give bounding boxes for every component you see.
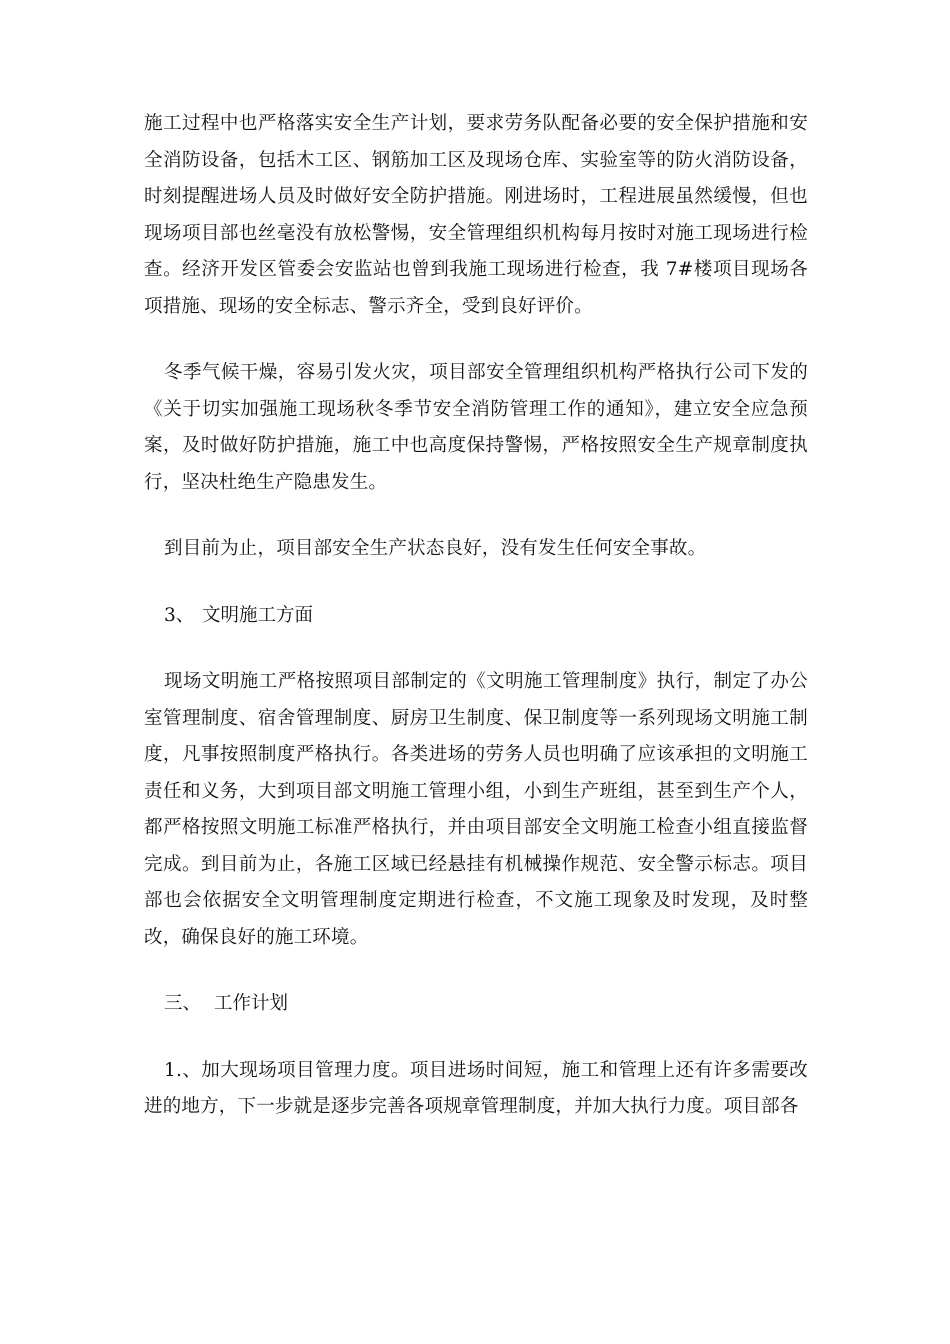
paragraph-plan-item-1: 1.、加大现场项目管理力度。项目进场时间短，施工和管理上还有许多需要改进的地方，下一步就是逐步完善各项规章管理制度，并加大执行力度。项目部各 — [144, 1059, 808, 1117]
document-page — [144, 106, 808, 1126]
section-title: 文明施工方面 — [202, 604, 314, 626]
section-title: 工作计划 — [214, 993, 289, 1014]
paragraph-winter-fire: 冬季气候干燥，容易引发火灾，项目部安全管理组织机构严格执行公司下发的《关于切实加强施工现场秋冬季节安全消防管理工作的通知》，建立安全应急预案，及时做好防护措施，施工中也高度保持警惕，严格按照安全生产规章制度执行，坚决杜绝生产隐患发生。 — [144, 362, 808, 493]
paragraph-civilized-construction: 现场文明施工严格按照项目部制定的《文明施工管理制度》执行，制定了办公室管理制度、宿舍管理制度、厨房卫生制度、保卫制度等一系列现场文明施工制度，凡事按照制度严格执行。各类进场的劳务人员也明确了应该承担的文明施工责任和义务，大到项目部文明施工管理小组，小到生产班组，甚至到生产个人，都严格按照文明施工标准严格执行，并由项目部安全文明施工检查小组直接监督完成。到目前为止，各施工区域已经悬挂有机械操作规范、安全警示标志。项目部也会依据安全文明管理制度定期进行检查，不文施工现象及时发现，及时整改，确保良好的施工环境。 — [144, 671, 808, 948]
section-number: 3、 — [164, 604, 195, 626]
section-heading-work-plan — [144, 986, 808, 1023]
section-number: 三、 — [164, 993, 202, 1014]
paragraph-safety-plan: 施工过程中也严格落实安全生产计划，要求劳务队配备必要的安全保护措施和安全消防设备，包括木工区、钢筋加工区及现场仓库、实验室等的防火消防设备，时刻提醒进场人员及时做好安全防护措施。刚进场时，工程进展虽然缓慢，但也现场项目部也丝毫没有放松警惕，安全管理组织机构每月按时对施工现场进行检查。经济开发区管委会安监站也曾到我施工现场进行检查，我 7#楼项目现场各项措施、现场的安全标志、警示齐全，受到良好评价。 — [144, 113, 808, 317]
paragraph-safety-status: 到目前为止，项目部安全生产状态良好，没有发生任何安全事故。 — [164, 538, 707, 559]
section-heading-civilized-construction — [144, 598, 808, 635]
